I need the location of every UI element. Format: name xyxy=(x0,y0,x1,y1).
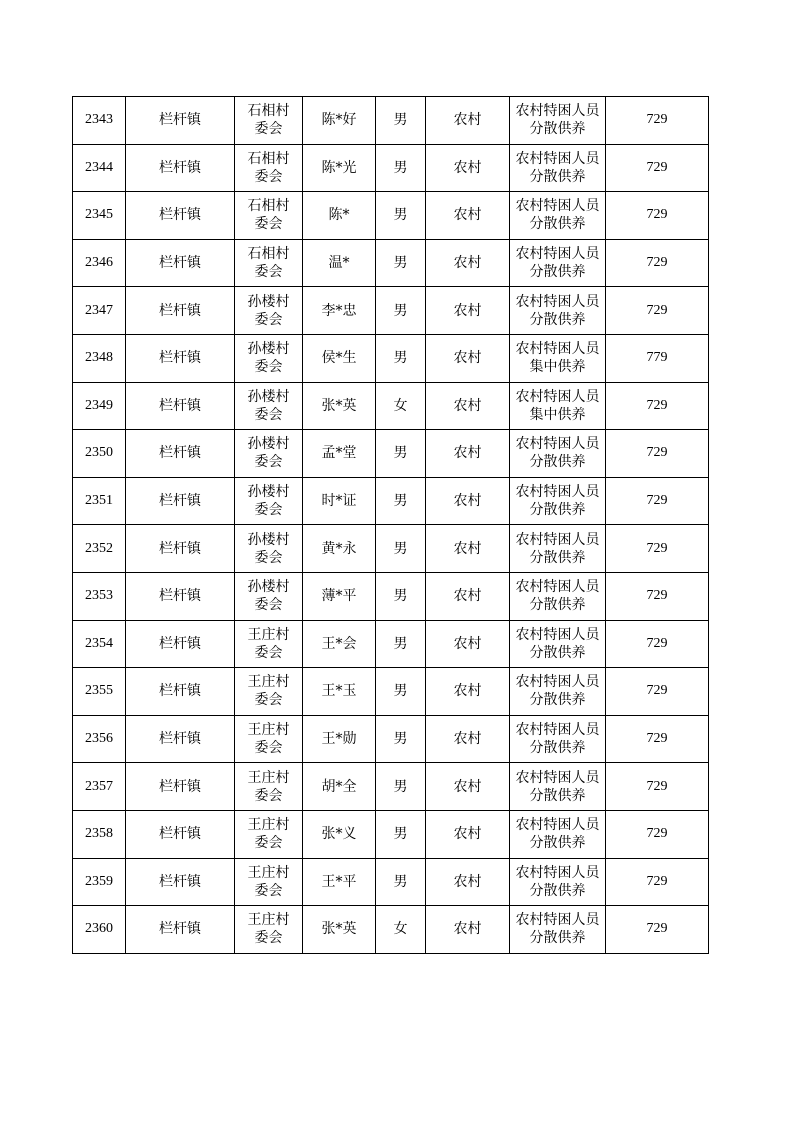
cell-id: 2355 xyxy=(73,668,126,716)
cell-area: 农村 xyxy=(426,334,510,382)
cell-village: 石相村委会 xyxy=(235,192,303,240)
cell-name: 陈*好 xyxy=(303,97,376,145)
cell-amount: 729 xyxy=(606,144,709,192)
cell-name: 张*义 xyxy=(303,810,376,858)
cell-id: 2352 xyxy=(73,525,126,573)
cell-id: 2348 xyxy=(73,334,126,382)
cell-gender: 男 xyxy=(376,572,426,620)
table-row xyxy=(73,858,709,906)
cell-name: 王*平 xyxy=(303,858,376,906)
cell-amount: 729 xyxy=(606,430,709,478)
cell-village: 王庄村委会 xyxy=(235,906,303,954)
cell-gender: 男 xyxy=(376,620,426,668)
cell-town: 栏杆镇 xyxy=(126,525,235,573)
cell-name: 王*会 xyxy=(303,620,376,668)
cell-id: 2344 xyxy=(73,144,126,192)
cell-amount: 729 xyxy=(606,97,709,145)
cell-village: 王庄村委会 xyxy=(235,668,303,716)
cell-amount: 729 xyxy=(606,477,709,525)
cell-area: 农村 xyxy=(426,477,510,525)
table-row xyxy=(73,620,709,668)
cell-town: 栏杆镇 xyxy=(126,620,235,668)
cell-id: 2345 xyxy=(73,192,126,240)
cell-id: 2343 xyxy=(73,97,126,145)
cell-id: 2353 xyxy=(73,572,126,620)
cell-village: 王庄村委会 xyxy=(235,858,303,906)
table-row xyxy=(73,287,709,335)
cell-area: 农村 xyxy=(426,763,510,811)
cell-gender: 男 xyxy=(376,763,426,811)
cell-area: 农村 xyxy=(426,858,510,906)
cell-amount: 729 xyxy=(606,572,709,620)
table-row xyxy=(73,668,709,716)
cell-village: 石相村委会 xyxy=(235,144,303,192)
cell-name: 薄*平 xyxy=(303,572,376,620)
cell-category: 农村特困人员分散供养 xyxy=(510,144,606,192)
cell-name: 李*忠 xyxy=(303,287,376,335)
cell-village: 王庄村委会 xyxy=(235,810,303,858)
cell-category: 农村特困人员分散供养 xyxy=(510,287,606,335)
cell-category: 农村特困人员集中供养 xyxy=(510,334,606,382)
cell-id: 2356 xyxy=(73,715,126,763)
cell-gender: 男 xyxy=(376,334,426,382)
table-row xyxy=(73,810,709,858)
cell-amount: 729 xyxy=(606,382,709,430)
cell-gender: 男 xyxy=(376,477,426,525)
cell-amount: 729 xyxy=(606,239,709,287)
cell-area: 农村 xyxy=(426,144,510,192)
table-row xyxy=(73,334,709,382)
cell-area: 农村 xyxy=(426,382,510,430)
cell-town: 栏杆镇 xyxy=(126,192,235,240)
table-row xyxy=(73,763,709,811)
table-row xyxy=(73,430,709,478)
cell-town: 栏杆镇 xyxy=(126,430,235,478)
cell-village: 王庄村委会 xyxy=(235,763,303,811)
cell-id: 2360 xyxy=(73,906,126,954)
cell-category: 农村特困人员分散供养 xyxy=(510,668,606,716)
table-row xyxy=(73,239,709,287)
cell-amount: 779 xyxy=(606,334,709,382)
cell-amount: 729 xyxy=(606,525,709,573)
cell-village: 王庄村委会 xyxy=(235,715,303,763)
cell-id: 2358 xyxy=(73,810,126,858)
cell-village: 孙楼村委会 xyxy=(235,572,303,620)
cell-town: 栏杆镇 xyxy=(126,334,235,382)
table-row xyxy=(73,144,709,192)
cell-town: 栏杆镇 xyxy=(126,668,235,716)
cell-gender: 女 xyxy=(376,906,426,954)
cell-amount: 729 xyxy=(606,192,709,240)
cell-village: 孙楼村委会 xyxy=(235,525,303,573)
cell-gender: 男 xyxy=(376,239,426,287)
cell-name: 王*勋 xyxy=(303,715,376,763)
cell-category: 农村特困人员分散供养 xyxy=(510,192,606,240)
cell-name: 张*英 xyxy=(303,382,376,430)
cell-town: 栏杆镇 xyxy=(126,715,235,763)
cell-village: 孙楼村委会 xyxy=(235,430,303,478)
cell-village: 孙楼村委会 xyxy=(235,334,303,382)
cell-category: 农村特困人员分散供养 xyxy=(510,810,606,858)
cell-area: 农村 xyxy=(426,97,510,145)
recipient-table-container xyxy=(72,96,708,954)
cell-id: 2346 xyxy=(73,239,126,287)
cell-gender: 男 xyxy=(376,430,426,478)
cell-town: 栏杆镇 xyxy=(126,572,235,620)
cell-name: 时*证 xyxy=(303,477,376,525)
cell-area: 农村 xyxy=(426,192,510,240)
cell-area: 农村 xyxy=(426,572,510,620)
cell-village: 孙楼村委会 xyxy=(235,477,303,525)
table-row xyxy=(73,382,709,430)
table-row xyxy=(73,97,709,145)
cell-area: 农村 xyxy=(426,668,510,716)
cell-village: 石相村委会 xyxy=(235,239,303,287)
table-row xyxy=(73,572,709,620)
cell-category: 农村特困人员分散供养 xyxy=(510,715,606,763)
cell-name: 张*英 xyxy=(303,906,376,954)
cell-category: 农村特困人员分散供养 xyxy=(510,906,606,954)
cell-area: 农村 xyxy=(426,430,510,478)
cell-category: 农村特困人员集中供养 xyxy=(510,382,606,430)
cell-gender: 女 xyxy=(376,382,426,430)
cell-id: 2359 xyxy=(73,858,126,906)
cell-town: 栏杆镇 xyxy=(126,858,235,906)
table-row xyxy=(73,477,709,525)
cell-area: 农村 xyxy=(426,715,510,763)
cell-category: 农村特困人员分散供养 xyxy=(510,97,606,145)
cell-village: 孙楼村委会 xyxy=(235,382,303,430)
cell-gender: 男 xyxy=(376,810,426,858)
cell-amount: 729 xyxy=(606,668,709,716)
cell-area: 农村 xyxy=(426,287,510,335)
cell-town: 栏杆镇 xyxy=(126,477,235,525)
cell-category: 农村特困人员分散供养 xyxy=(510,858,606,906)
cell-name: 侯*生 xyxy=(303,334,376,382)
cell-category: 农村特困人员分散供养 xyxy=(510,525,606,573)
cell-town: 栏杆镇 xyxy=(126,382,235,430)
cell-gender: 男 xyxy=(376,97,426,145)
table-body xyxy=(73,97,709,954)
table-row xyxy=(73,192,709,240)
cell-id: 2350 xyxy=(73,430,126,478)
cell-amount: 729 xyxy=(606,810,709,858)
cell-gender: 男 xyxy=(376,144,426,192)
cell-area: 农村 xyxy=(426,620,510,668)
cell-gender: 男 xyxy=(376,668,426,716)
cell-area: 农村 xyxy=(426,810,510,858)
cell-id: 2349 xyxy=(73,382,126,430)
cell-category: 农村特困人员分散供养 xyxy=(510,763,606,811)
cell-amount: 729 xyxy=(606,287,709,335)
table-row xyxy=(73,715,709,763)
cell-amount: 729 xyxy=(606,620,709,668)
cell-village: 石相村委会 xyxy=(235,97,303,145)
cell-category: 农村特困人员分散供养 xyxy=(510,620,606,668)
cell-category: 农村特困人员分散供养 xyxy=(510,477,606,525)
cell-name: 温* xyxy=(303,239,376,287)
recipient-table xyxy=(72,96,709,954)
cell-gender: 男 xyxy=(376,858,426,906)
cell-area: 农村 xyxy=(426,239,510,287)
cell-id: 2351 xyxy=(73,477,126,525)
cell-name: 王*玉 xyxy=(303,668,376,716)
cell-category: 农村特困人员分散供养 xyxy=(510,572,606,620)
cell-village: 孙楼村委会 xyxy=(235,287,303,335)
cell-town: 栏杆镇 xyxy=(126,906,235,954)
cell-name: 孟*堂 xyxy=(303,430,376,478)
cell-name: 胡*全 xyxy=(303,763,376,811)
cell-gender: 男 xyxy=(376,287,426,335)
cell-amount: 729 xyxy=(606,763,709,811)
cell-town: 栏杆镇 xyxy=(126,287,235,335)
cell-amount: 729 xyxy=(606,715,709,763)
cell-name: 陈* xyxy=(303,192,376,240)
cell-gender: 男 xyxy=(376,525,426,573)
cell-amount: 729 xyxy=(606,858,709,906)
cell-id: 2357 xyxy=(73,763,126,811)
table-row xyxy=(73,906,709,954)
cell-town: 栏杆镇 xyxy=(126,763,235,811)
cell-amount: 729 xyxy=(606,906,709,954)
cell-town: 栏杆镇 xyxy=(126,97,235,145)
cell-gender: 男 xyxy=(376,715,426,763)
cell-name: 陈*光 xyxy=(303,144,376,192)
cell-area: 农村 xyxy=(426,525,510,573)
cell-gender: 男 xyxy=(376,192,426,240)
cell-category: 农村特困人员分散供养 xyxy=(510,239,606,287)
cell-town: 栏杆镇 xyxy=(126,144,235,192)
cell-category: 农村特困人员分散供养 xyxy=(510,430,606,478)
table-row xyxy=(73,525,709,573)
cell-village: 王庄村委会 xyxy=(235,620,303,668)
cell-area: 农村 xyxy=(426,906,510,954)
cell-town: 栏杆镇 xyxy=(126,239,235,287)
cell-id: 2347 xyxy=(73,287,126,335)
cell-town: 栏杆镇 xyxy=(126,810,235,858)
cell-id: 2354 xyxy=(73,620,126,668)
cell-name: 黄*永 xyxy=(303,525,376,573)
